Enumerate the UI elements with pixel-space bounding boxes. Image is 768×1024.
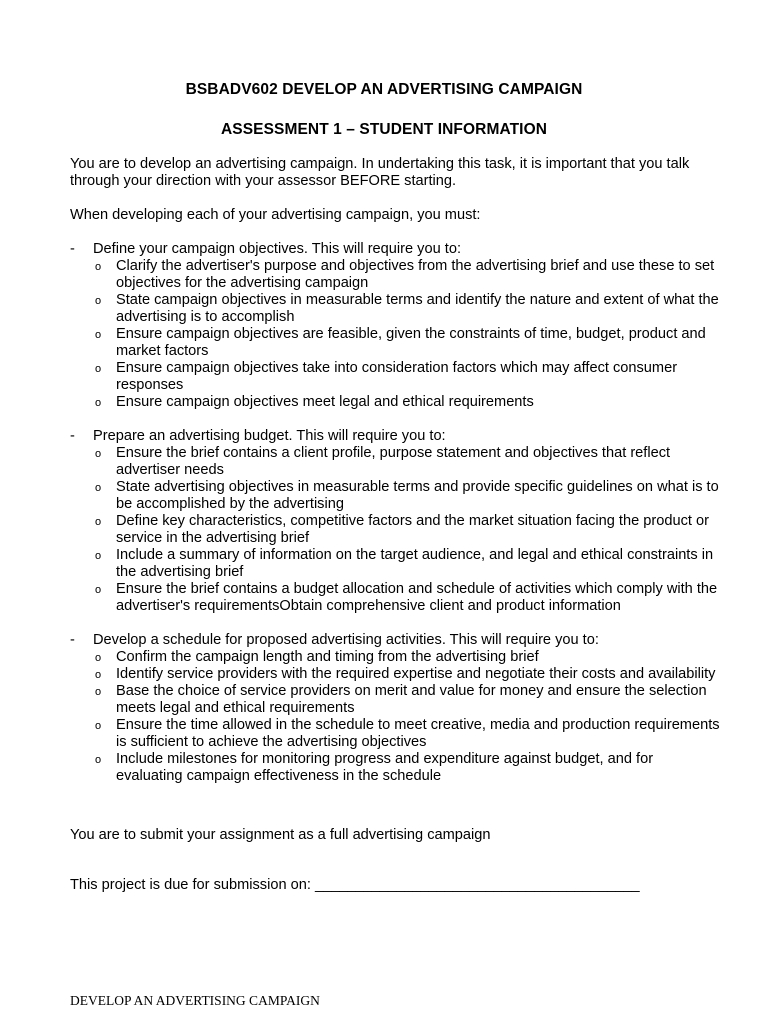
- bullet-icon: o: [95, 516, 102, 528]
- bullet-icon: o: [95, 363, 102, 375]
- bullet-icon: o: [95, 720, 102, 732]
- section-heading: [70, 241, 720, 258]
- list-item-text: Include milestones for monitoring progress and expenditure against budget, and for evaluating campaign effectiveness in the schedule: [116, 751, 654, 784]
- due-date-line: This project is due for submission on: ________________________________________: [70, 877, 640, 893]
- list-item-text: Define key characteristics, competitive factors and the market situation facing the product or service in the advertising brief: [116, 513, 709, 546]
- list-item: [70, 666, 720, 683]
- list-item-text: Ensure the time allowed in the schedule to meet creative, media and production requirements is sufficient to achieve the advertising objectives: [116, 717, 720, 750]
- list-item: [70, 326, 720, 360]
- bullet-icon: o: [95, 686, 102, 698]
- bullet-icon: o: [95, 550, 102, 562]
- bullet-icon: o: [95, 584, 102, 596]
- bullet-icon: o: [95, 329, 102, 341]
- submission-note: You are to submit your assignment as a full advertising campaign: [70, 827, 491, 843]
- section-objectives: [70, 241, 720, 411]
- list-item-text: Include a summary of information on the target audience, and legal and ethical constraints in the advertising brief: [116, 547, 714, 580]
- dash-marker: -: [70, 241, 75, 257]
- document-title: BSBADV602 DEVELOP AN ADVERTISING CAMPAIGN: [185, 81, 583, 98]
- list-item: [70, 479, 720, 513]
- section-item-list: [70, 649, 720, 785]
- section-item-list: [70, 445, 720, 615]
- list-item: [70, 547, 720, 581]
- list-item: [70, 683, 720, 717]
- list-item: [70, 292, 720, 326]
- bullet-icon: o: [95, 397, 102, 409]
- bullet-icon: o: [95, 754, 102, 766]
- section-heading-text: Develop a schedule for proposed advertising activities. This will require you to:: [93, 632, 599, 648]
- list-item-text: Ensure campaign objectives take into consideration factors which may affect consumer responses: [116, 360, 678, 393]
- dash-marker: -: [70, 428, 75, 444]
- bullet-icon: o: [95, 652, 102, 664]
- intro-paragraph: You are to develop an advertising campaign. In undertaking this task, it is important that you talk through your direction with your assessor BEFORE starting.: [70, 156, 690, 189]
- section-heading-text: Prepare an advertising budget. This will require you to:: [93, 428, 446, 444]
- list-item-text: State advertising objectives in measurable terms and provide specific guidelines on what is to be accomplished by the advertising: [116, 479, 719, 512]
- list-item: [70, 717, 720, 751]
- document-subtitle: ASSESSMENT 1 – STUDENT INFORMATION: [220, 121, 548, 138]
- list-item-text: Ensure the brief contains a client profile, purpose statement and objectives that reflect advertiser needs: [116, 445, 671, 478]
- section-heading: [70, 428, 720, 445]
- page-footer: DEVELOP AN ADVERTISING CAMPAIGN: [70, 993, 320, 1008]
- list-item-text: Ensure the brief contains a budget allocation and schedule of activities which comply with the advertiser's requirementsObtain comprehensive client and product information: [116, 581, 718, 614]
- list-item: [70, 649, 720, 666]
- list-item-text: Clarify the advertiser's purpose and objectives from the advertising brief and use these to set objectives for the advertising campaign: [116, 258, 715, 291]
- list-item: [70, 581, 720, 615]
- list-item-text: Ensure campaign objectives meet legal and ethical requirements: [116, 394, 534, 410]
- list-item-text: Base the choice of service providers on merit and value for money and ensure the selection meets legal and ethical requirements: [116, 683, 707, 716]
- section-budget: [70, 428, 720, 615]
- bullet-icon: o: [95, 669, 102, 681]
- bullet-icon: o: [95, 482, 102, 494]
- list-item: [70, 360, 720, 394]
- list-item-text: State campaign objectives in measurable terms and identify the nature and extent of what the advertising is to accomplish: [116, 292, 719, 325]
- bullet-icon: o: [95, 295, 102, 307]
- lead-paragraph: When developing each of your advertising campaign, you must:: [70, 207, 481, 223]
- section-schedule: [70, 632, 720, 785]
- list-item-text: Confirm the campaign length and timing from the advertising brief: [116, 649, 539, 665]
- list-item-text: Identify service providers with the required expertise and negotiate their costs and availability: [116, 666, 716, 682]
- bullet-icon: o: [95, 261, 102, 273]
- list-item-text: Ensure campaign objectives are feasible, given the constraints of time, budget, product and market factors: [116, 326, 706, 359]
- section-heading: [70, 632, 720, 649]
- list-item: [70, 394, 720, 411]
- dash-marker: -: [70, 632, 75, 648]
- list-item: [70, 513, 720, 547]
- section-heading-text: Define your campaign objectives. This will require you to:: [93, 241, 461, 257]
- list-item: [70, 445, 720, 479]
- section-item-list: [70, 258, 720, 411]
- list-item: [70, 258, 720, 292]
- document-body: [70, 156, 720, 785]
- list-item: [70, 751, 720, 785]
- bullet-icon: o: [95, 448, 102, 460]
